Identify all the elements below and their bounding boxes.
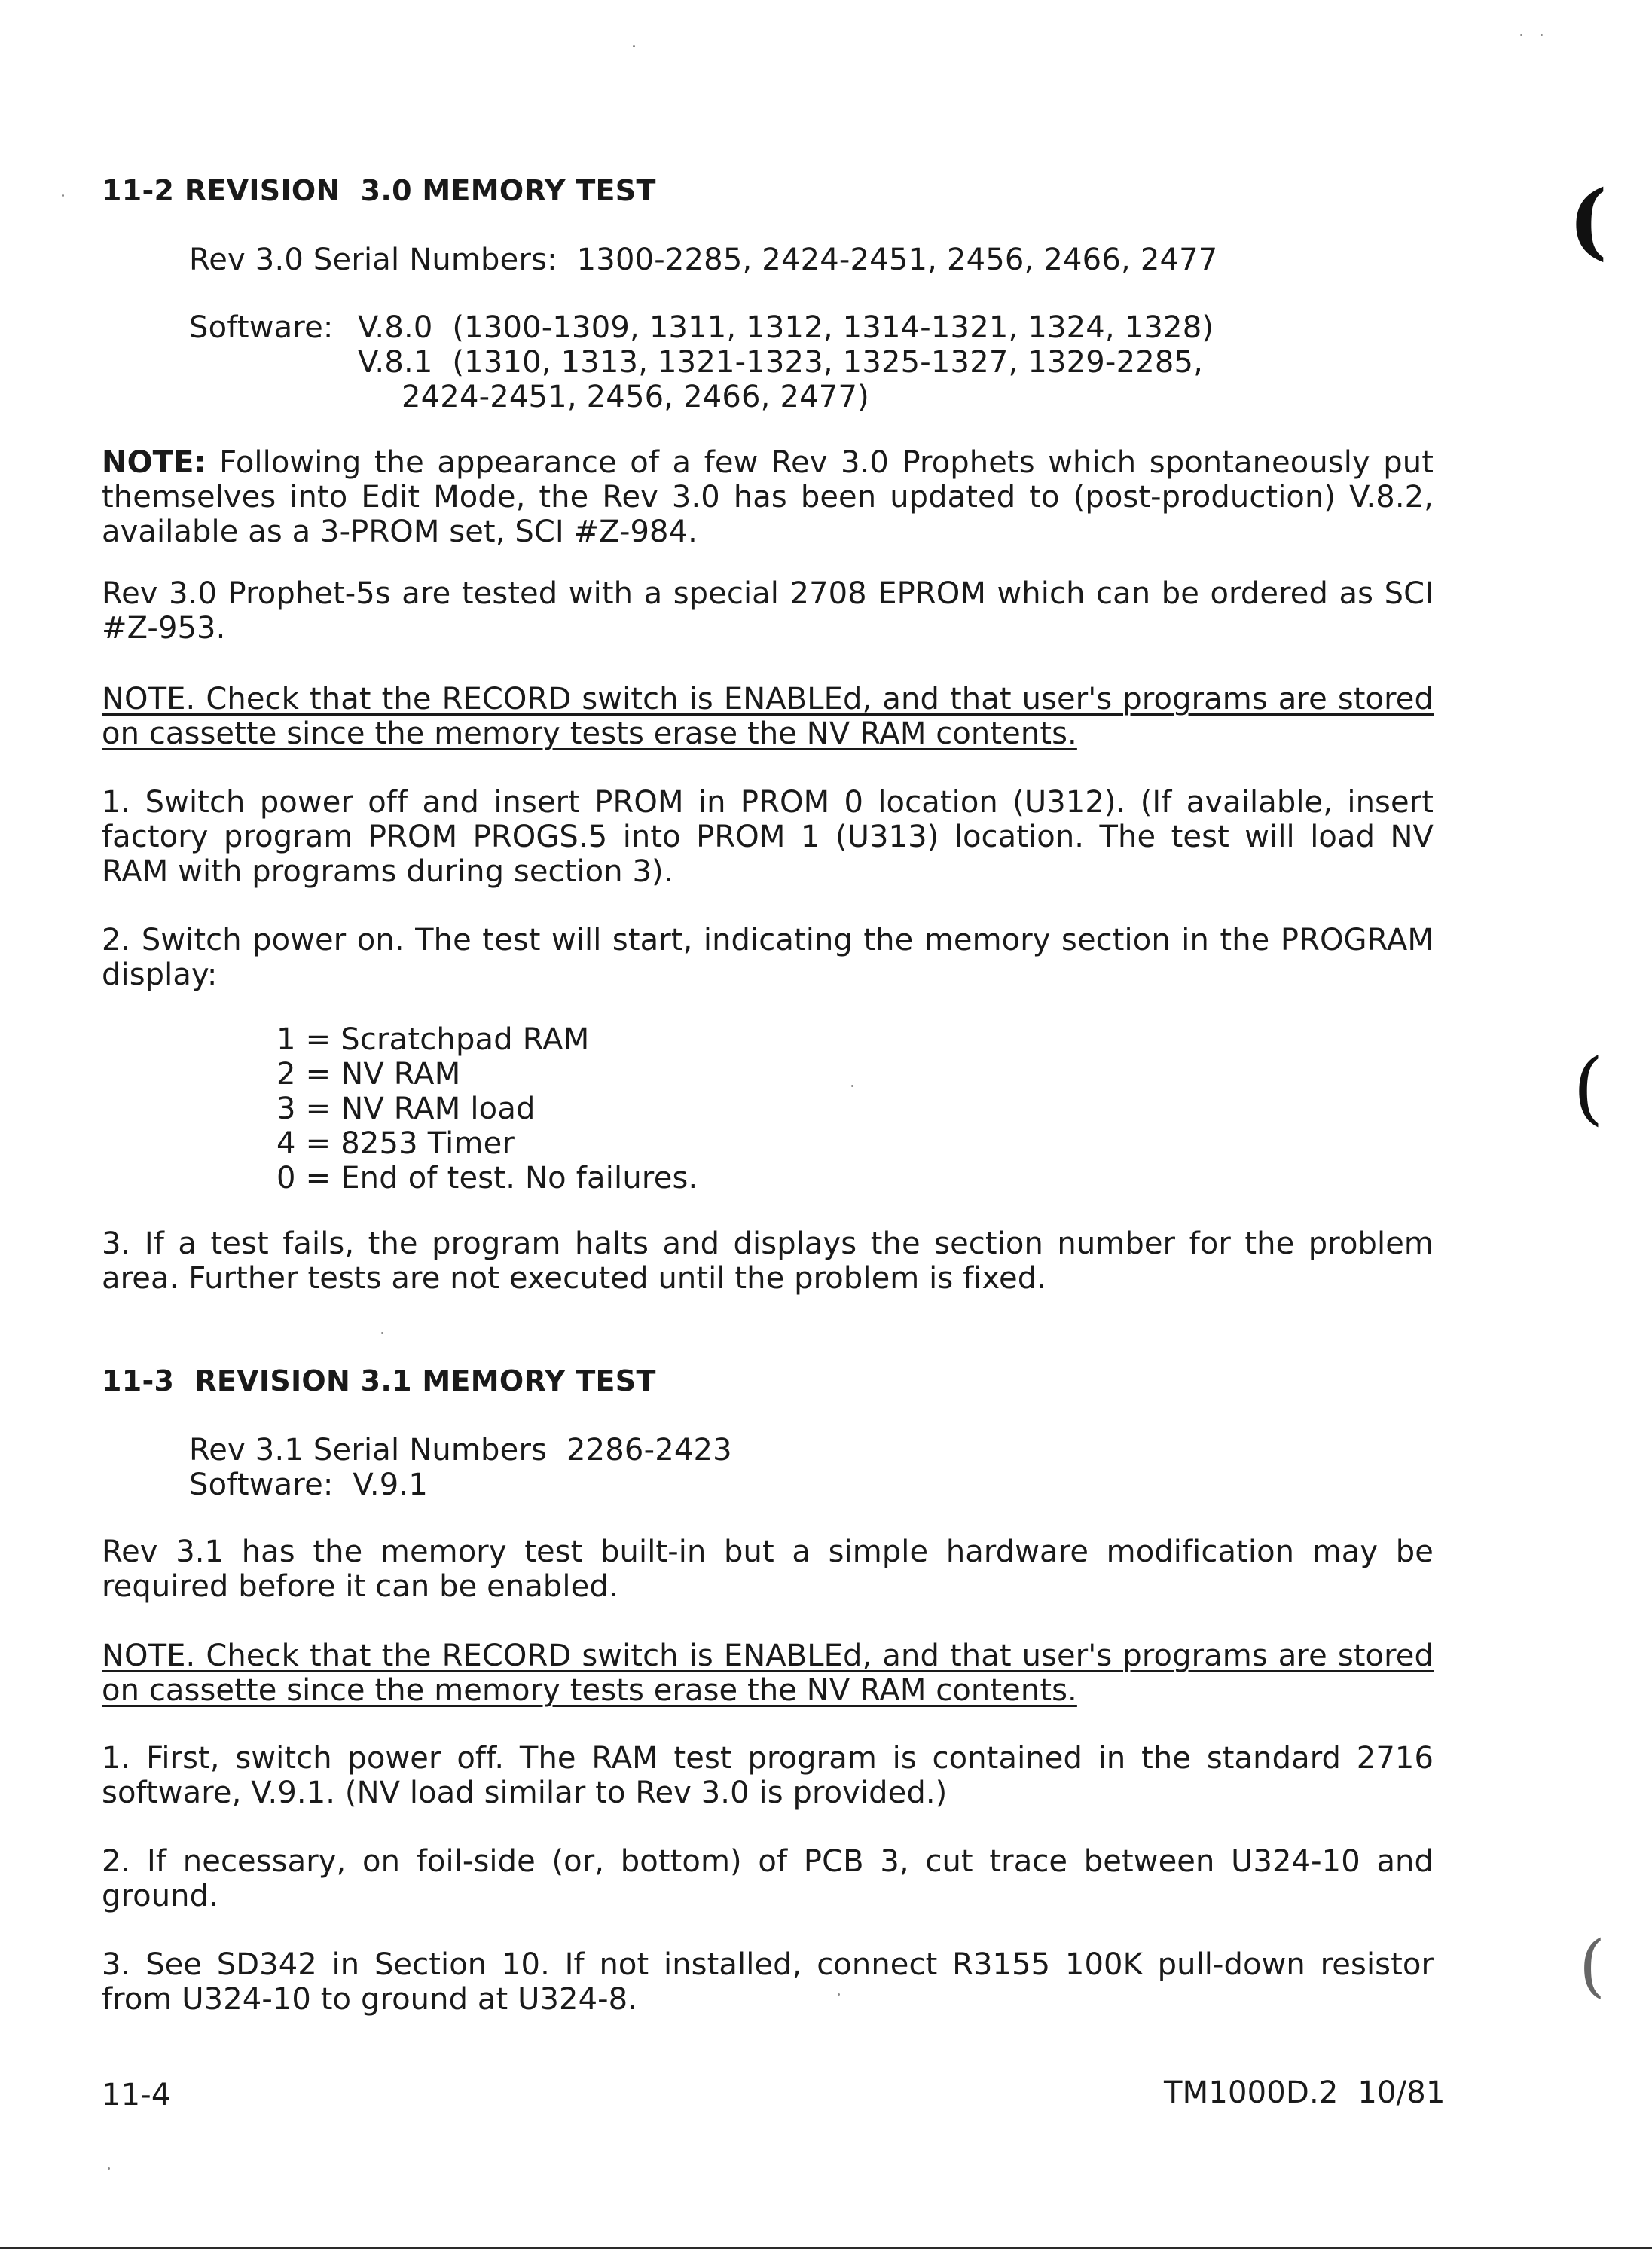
code-list-item: 4 = 8253 Timer — [276, 1126, 515, 1161]
scan-speck — [62, 194, 64, 197]
section-heading-11-2: 11-2 REVISION 3.0 MEMORY TEST — [102, 174, 656, 207]
code-list-item: 2 = NV RAM — [276, 1057, 461, 1092]
rev31-step-3: 3. See SD342 in Section 10. If not installed, connect R3155 100K pull-down resistor from U324-10 to ground at U324-8. — [102, 1947, 1434, 2017]
scan-speck — [108, 2167, 110, 2170]
rev31-software: Software: V.9.1 — [189, 1467, 428, 1502]
scan-speck — [633, 45, 635, 47]
rev31-step-2: 2. If necessary, on foil-side (or, bottom) of PCB 3, cut trace between U324-10 and ground. — [102, 1844, 1434, 1913]
rev30-step-1: 1. Switch power off and insert PROM in PROM 0 location (U312). (If available, insert factory program PROM PROGS.5 into PROM 1 (U313) location. The test will load NV RAM with programs during section 3). — [102, 785, 1434, 889]
rev30-software-v81: V.8.1 (1310, 1313, 1321-1323, 1325-1327, 1329-2285, — [358, 345, 1204, 380]
rev30-software-v81-cont: 2424-2451, 2456, 2466, 2477) — [402, 380, 869, 414]
scan-speck — [838, 1993, 840, 1996]
rev30-serial-numbers: Rev 3.0 Serial Numbers: 1300-2285, 2424-2451, 2456, 2466, 2477 — [189, 243, 1218, 277]
rev30-software-label: Software: — [189, 310, 334, 345]
rev31-step-1: 1. First, switch power off. The RAM test program is contained in the standard 2716 software, V.9.1. (NV load similar to Rev 3.0 is provided.) — [102, 1741, 1434, 1810]
rev31-serial-numbers: Rev 3.1 Serial Numbers 2286-2423 — [189, 1433, 732, 1467]
scan-speck — [381, 1332, 383, 1334]
code-list-item: 1 = Scratchpad RAM — [276, 1022, 590, 1057]
rev30-record-warning: NOTE. Check that the RECORD switch is ENABLEd, and that user's programs are stored on cassette since the memory tests erase the NV RAM contents. — [102, 682, 1434, 751]
rev30-update-note — [102, 445, 1434, 549]
binder-hole-mark-icon: ( — [1573, 1042, 1604, 1134]
page-bottom-rule — [0, 2247, 1652, 2249]
section-heading-11-3: 11-3 REVISION 3.1 MEMORY TEST — [102, 1364, 656, 1397]
binder-hole-mark-icon: ( — [1568, 172, 1608, 269]
rev31-record-warning: NOTE. Check that the RECORD switch is ENABLEd, and that user's programs are stored on cassette since the memory tests erase the NV RAM contents. — [102, 1638, 1434, 1708]
page-number: 11-4 — [102, 2078, 171, 2112]
note-label: NOTE: — [102, 445, 206, 480]
scan-speck — [1520, 34, 1522, 36]
code-list-item: 3 = NV RAM load — [276, 1092, 536, 1126]
scan-speck — [851, 1085, 853, 1087]
note-body: Following the appearance of a few Rev 3.0 Prophets which spontaneously put themselves into Edit Mode, the Rev 3.0 has been updated to (post-production) V.8.2, available as a 3-PROM set, SCI #Z-984. — [102, 445, 1434, 549]
code-list-item: 0 = End of test. No failures. — [276, 1161, 698, 1196]
rev31-intro: Rev 3.1 has the memory test built-in but a simple hardware modification may be required before it can be enabled. — [102, 1535, 1434, 1604]
rev30-eprom-paragraph: Rev 3.0 Prophet-5s are tested with a special 2708 EPROM which can be ordered as SCI #Z-953. — [102, 576, 1434, 646]
rev30-software-v80: V.8.0 (1300-1309, 1311, 1312, 1314-1321, 1324, 1328) — [358, 310, 1214, 345]
rev30-step-2: 2. Switch power on. The test will start, indicating the memory section in the PROGRAM display: — [102, 923, 1434, 992]
scan-speck — [1541, 34, 1543, 36]
binder-hole-mark-icon: ( — [1579, 1926, 1606, 2005]
document-id: TM1000D.2 10/81 — [1164, 2075, 1446, 2110]
rev30-step-3: 3. If a test fails, the program halts and displays the section number for the problem area. Further tests are not executed until the problem is fixed. — [102, 1226, 1434, 1296]
